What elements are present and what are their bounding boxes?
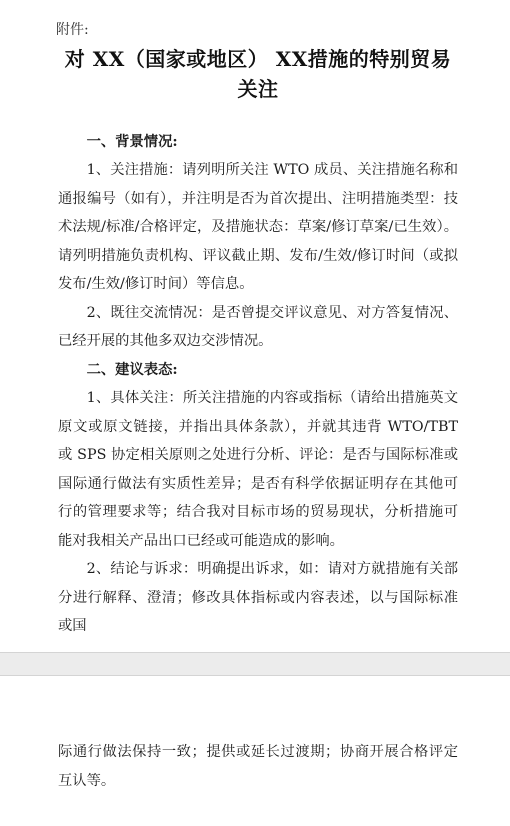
section-suggested-position-body <box>58 384 458 641</box>
section-heading-background: 一、背景情况: <box>86 134 178 150</box>
section-background-body <box>58 156 458 356</box>
page-break <box>0 652 510 676</box>
attachment-label: 附件: <box>56 22 89 38</box>
section-suggested-position <box>58 356 458 385</box>
document-title: 对 XX（国家或地区） XX措施的特别贸易关注 <box>64 47 452 101</box>
document-page-2 <box>0 676 510 826</box>
paragraph-concerned-measure: 1、关注措施：请列明所关注 WTO 成员、关注措施名称和通报编号（如有），并注明是否为首次提出、注明措施类型：技术法规/标准/合格评定，及措施状态：草案/修订草案/已生效）。请列明措施负责机构、评议截止期、发布/生效/修订时间（或拟发布/生效/修订时间）等信息。 <box>58 162 458 292</box>
section-heading-suggested-position: 二、建议表态: <box>86 362 178 378</box>
paragraph-previous-exchanges: 2、既往交流情况：是否曾提交评议意见、对方答复情况、已经开展的其他多双边交涉情况。 <box>58 304 458 349</box>
paragraph-specific-concerns: 1、具体关注：所关注措施的内容或指标（请给出措施英文原文或原文链接，并指出具体条款），并就其违背 WTO/TBT 或 SPS 协定相关原则之处进行分析、评论：是否与国际标准或国际通行做法有实质性差异；是否有科学依据证明存在其他可行的管理要求等；结合我对目标市场的贸易现状，分析措施可能对我相关产品出口已经或可能造成的影响。 <box>58 390 458 549</box>
paragraph-conclusion-continued: 际通行做法保持一致；提供或延长过渡期；协商开展合格评定互认等。 <box>58 744 458 789</box>
section-background <box>58 128 458 157</box>
paragraph-conclusion-requests: 2、结论与诉求：明确提出诉求，如：请对方就措施有关部分进行解释、澄清；修改具体指标或内容表述，以与国际标准或国 <box>58 561 458 634</box>
